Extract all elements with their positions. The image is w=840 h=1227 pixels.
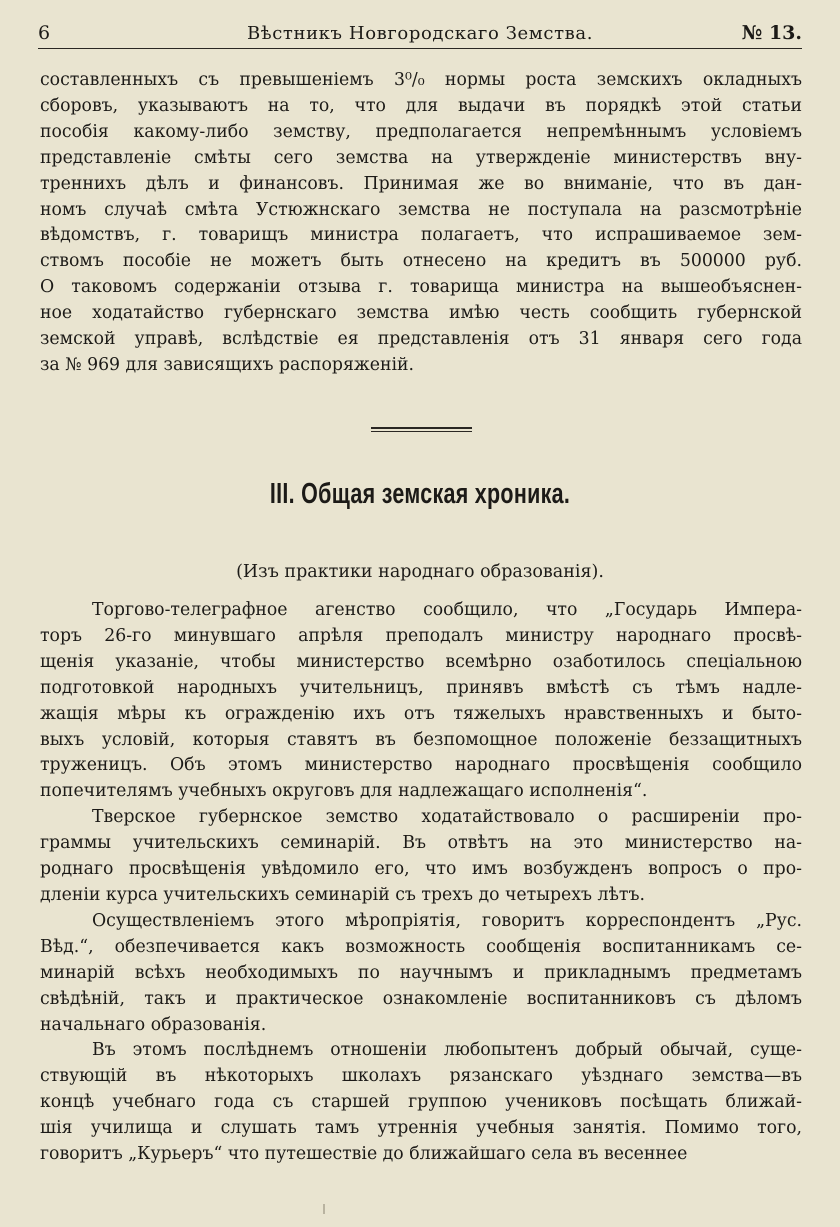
text-line: сборовъ, указываютъ на то, что для выдачи въ порядкѣ этой статьи — [40, 95, 802, 116]
text-line: свѣдѣній, такъ и практическое ознакомленіе воспитанниковъ съ дѣломъ — [40, 988, 802, 1009]
text-line: О таковомъ содержаніи отзыва г. товарища министра на вышеобъяснен- — [40, 277, 802, 298]
text-line: номъ случаѣ смѣта Устюжнскаго земства не поступала на разсмотрѣніе — [40, 199, 802, 220]
text-line: минарій всѣхъ необходимыхъ по научнымъ и прикладнымъ предметамъ — [40, 962, 802, 983]
text-line: подготовкой народныхъ учительницъ, принявъ вмѣстѣ съ тѣмъ надле- — [40, 677, 802, 698]
text-line: роднаго просвѣщенія увѣдомило его, что имъ возбужденъ вопросъ о про- — [40, 859, 802, 880]
section-divider — [371, 427, 472, 433]
text-line: граммы учительскихъ семинарій. Въ отвѣтъ на это министерство на- — [40, 833, 802, 854]
paper-mark — [323, 1204, 325, 1214]
body-text — [40, 598, 802, 1168]
text-line: представленіе смѣты сего земства на утвержденіе министерствъ вну- — [40, 147, 802, 168]
text-line: Въ этомъ послѣднемъ отношеніи любопытенъ добрый обычай, суще- — [92, 1040, 802, 1061]
page-number: 6 — [38, 22, 51, 44]
text-line: Тверское губернское земство ходатайствовало о расширеніи про- — [92, 807, 802, 828]
paragraph — [40, 805, 802, 909]
paragraph — [40, 1038, 802, 1168]
text-line: составленныхъ съ превышеніемъ 3⁰/₀ нормы роста земскихъ окладныхъ — [40, 70, 802, 90]
text-line: шія училища и слушать тамъ утреннія учебныя занятія. Помимо того, — [40, 1118, 802, 1139]
paragraph — [40, 598, 802, 805]
section-title: III. Общая земская хроника. — [269, 478, 571, 510]
text-line: говоритъ „Курьеръ“ что путешествіе до ближайшаго села въ весеннее — [40, 1144, 688, 1165]
issue-number: № 13. — [741, 22, 802, 44]
text-line: ствующій въ нѣкоторыхъ школахъ рязанскаго уѣзднаго земства—въ — [40, 1066, 802, 1087]
text-line: Вѣд.“, обезпечивается какъ возможность сообщенія воспитанникамъ се- — [40, 936, 802, 957]
text-line: концѣ учебнаго года съ старшей группою учениковъ посѣщать ближай- — [40, 1092, 802, 1113]
text-line: треннихъ дѣлъ и финансовъ. Принимая же во вниманіе, что въ дан- — [40, 173, 802, 194]
text-line: Осуществленіемъ этого мѣропріятія, говоритъ корреспондентъ „Рус. — [92, 910, 802, 931]
text-line: начальнаго образованія. — [40, 1014, 267, 1035]
text-line: за № 969 для зависящихъ распоряженій. — [40, 354, 415, 375]
text-line: Торгово-телеграфное агенство сообщило, что „Государь Импера- — [92, 600, 802, 620]
text-line: торъ 26-го минувшаго апрѣля преподалъ министру народнаго просвѣ- — [40, 625, 802, 646]
text-line: жащія мѣры къ огражденію ихъ отъ тяжелыхъ нравственныхъ и быто- — [40, 703, 802, 724]
text-line: земской управѣ, вслѣдствіе ея представленія отъ 31 января сего года — [40, 329, 802, 350]
top-paragraph — [40, 68, 802, 379]
text-line: попечителямъ учебныхъ округовъ для надлежащаго исполненія“. — [40, 781, 648, 802]
text-line: ствомъ пособіе не можетъ быть отнесено на кредитъ въ 500000 руб. — [40, 251, 802, 272]
text-line: вѣдомствъ, г. товарищъ министра полагаетъ, что испрашиваемое зем- — [40, 225, 802, 246]
text-line: выхъ условій, которыя ставятъ въ безпомощное положеніе беззащитныхъ — [40, 729, 802, 750]
text-line: пособія какому-либо земству, предполагается непремѣннымъ условіемъ — [40, 121, 802, 142]
journal-title: Вѣстникъ Новгородскаго Земства. — [246, 23, 594, 44]
page-header — [38, 18, 802, 49]
text-line: труженицъ. Объ этомъ министерство народнаго просвѣщенія сообщило — [40, 755, 802, 776]
section-subtitle: (Изъ практики народнаго образованія). — [236, 562, 604, 582]
text-line: дленіи курса учительскихъ семинарій съ трехъ до четырехъ лѣтъ. — [40, 884, 645, 905]
text-line: щенія указаніе, чтобы министерство всемѣрно озаботилось спеціальною — [40, 651, 802, 672]
paragraph — [40, 909, 802, 1039]
text-line: ное ходатайство губернскаго земства имѣю честь сообщить губернской — [40, 303, 802, 324]
